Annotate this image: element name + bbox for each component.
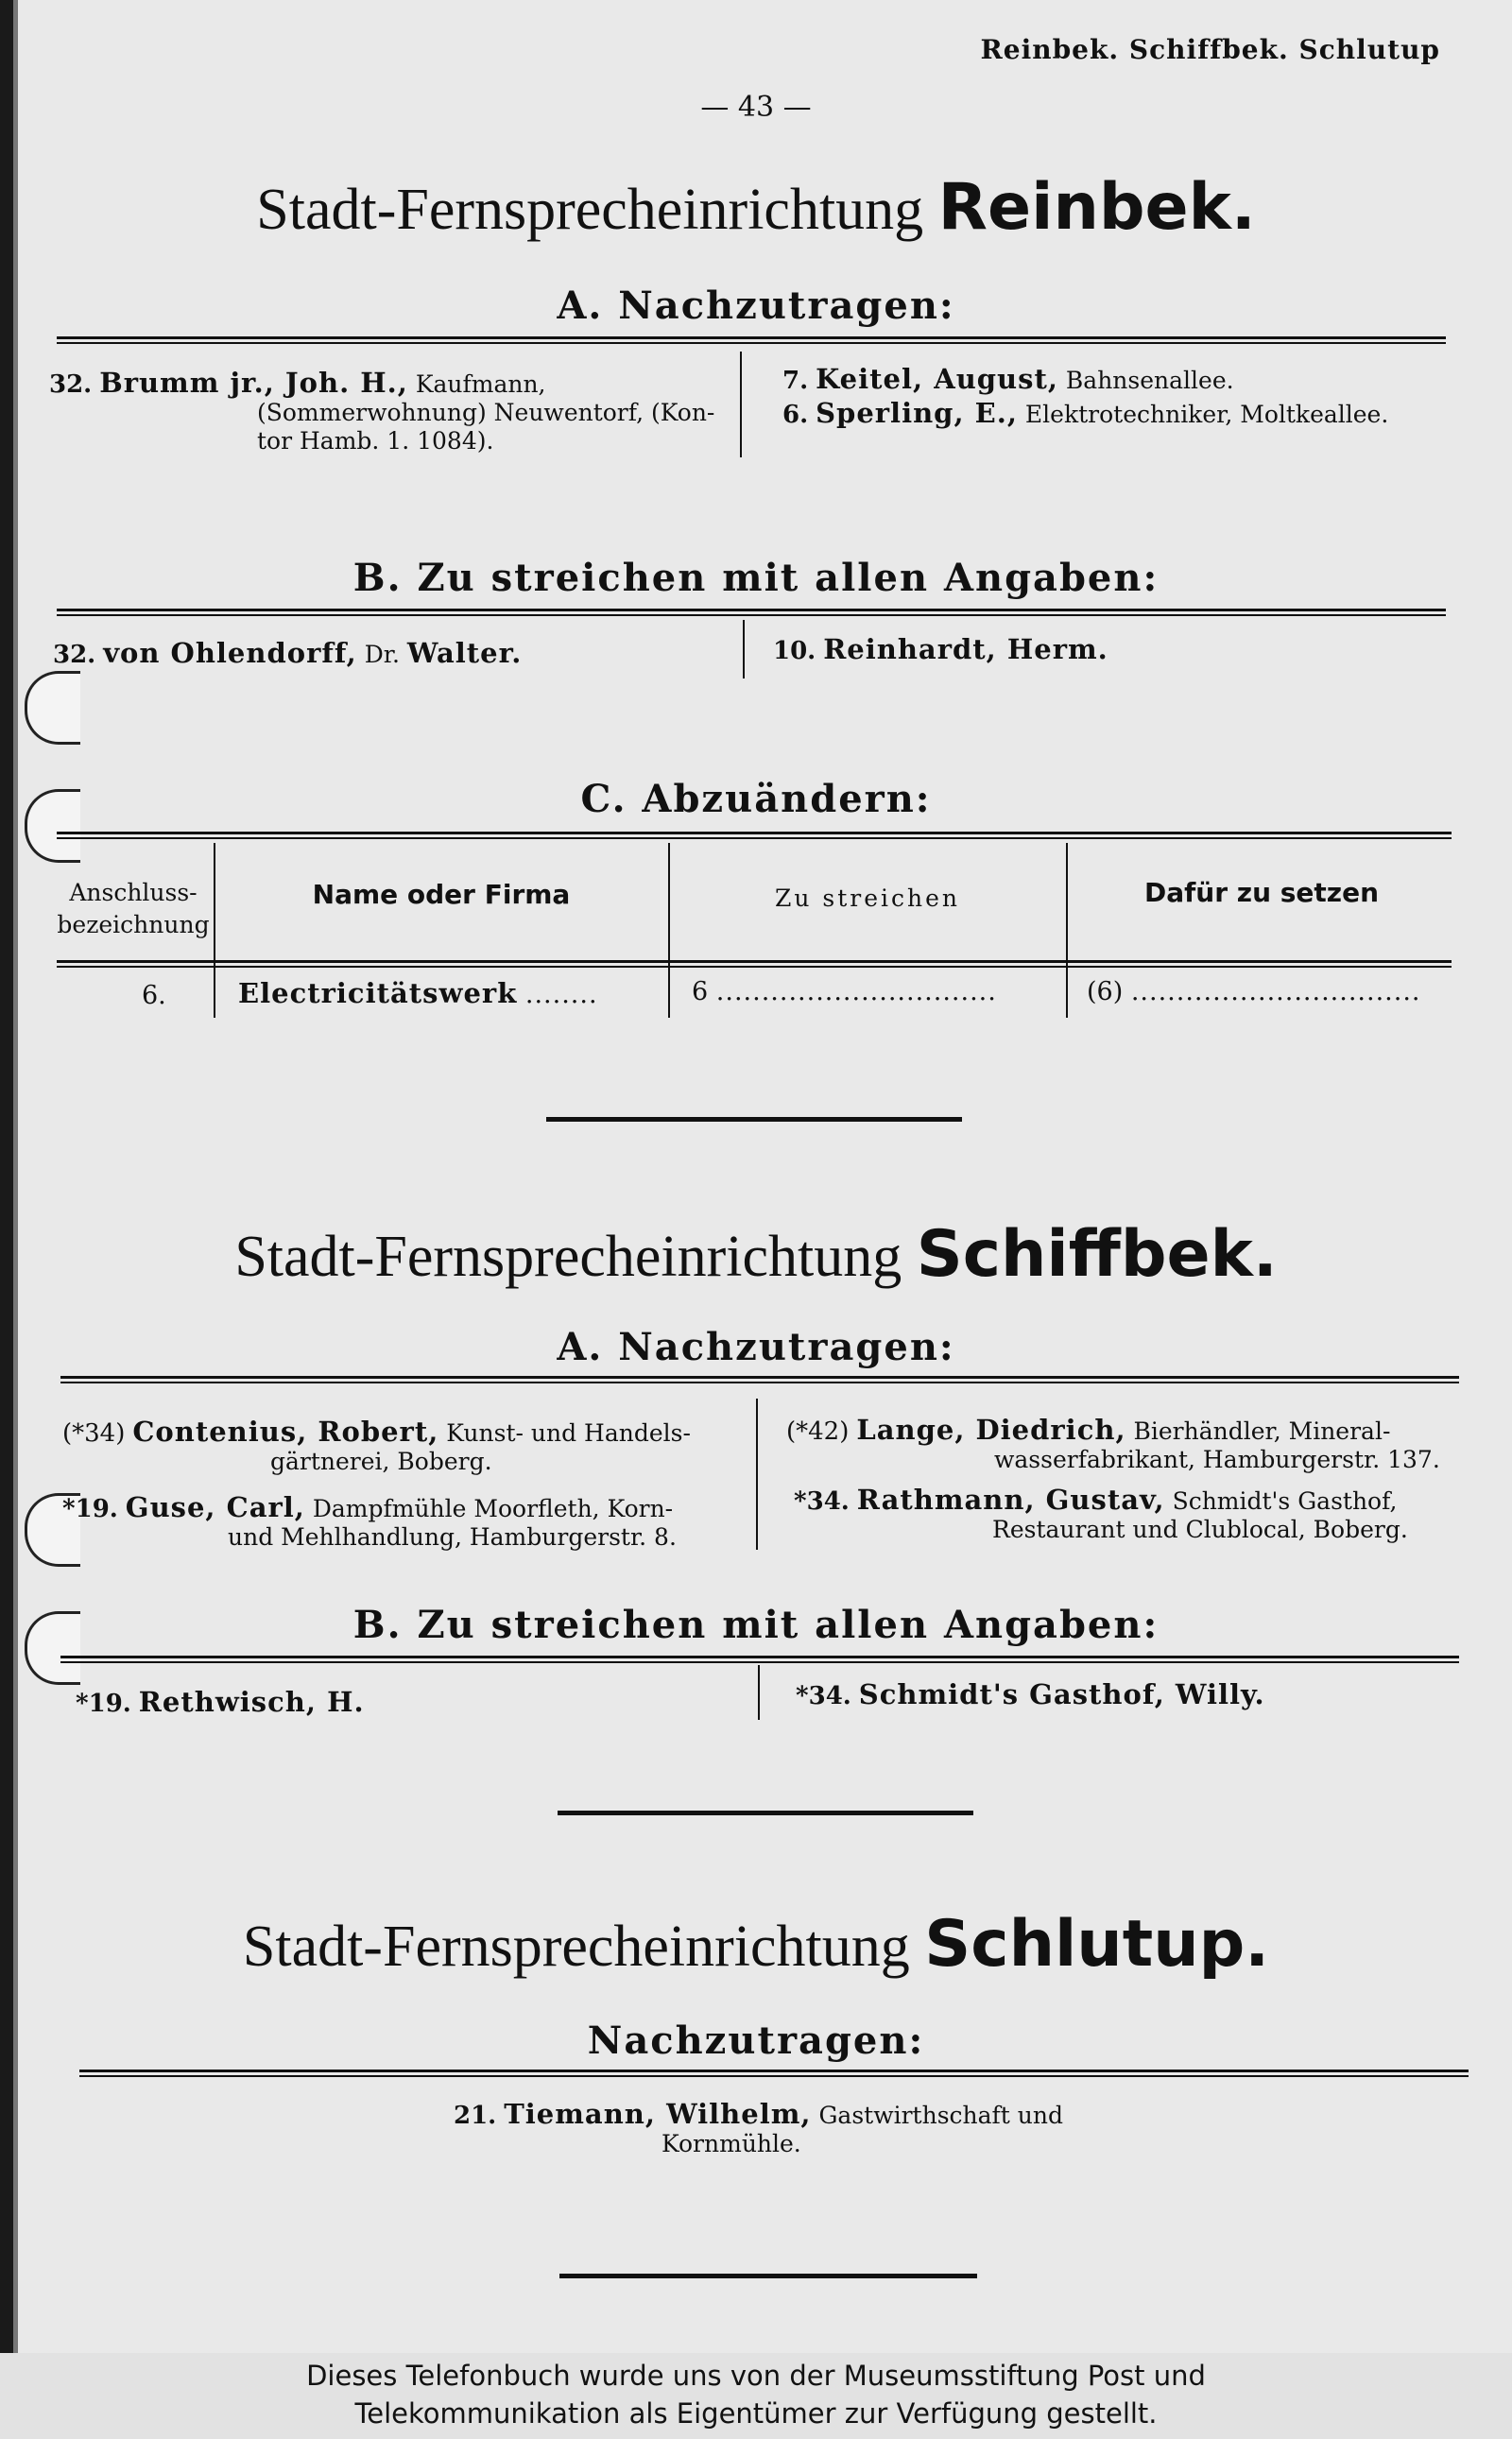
schlutup-title [0, 1907, 1512, 1982]
entry-name: Brumm jr., Joh. H., [99, 367, 408, 399]
title-prefix: Stadt-Fernsprecheinrichtung [242, 1915, 910, 1979]
running-title: Reinbek. Schiffbek. Schlutup [980, 34, 1440, 65]
entry-name: Sperling, E., [816, 397, 1018, 429]
page-number: — 43 — [700, 91, 812, 124]
double-rule [57, 960, 1452, 968]
table-cell: 6 ............................... [692, 977, 997, 1006]
double-rule [60, 1656, 1459, 1663]
title-place: Schlutup. [924, 1907, 1270, 1982]
list-item: (*34) Contenius, Robert, Kunst- und Handels- gärtnerei, Boberg. [62, 1416, 691, 1475]
entry-name: Lange, Diedrich, [856, 1414, 1126, 1446]
entry-name: Rathmann, Gustav, [856, 1484, 1165, 1516]
double-rule [57, 336, 1446, 344]
table-header-replace: Dafür zu setzen [1143, 877, 1380, 908]
section-separator [558, 1811, 973, 1815]
footer-line: Dieses Telefonbuch wurde uns von der Museumsstiftung Post und [306, 2360, 1206, 2392]
title-prefix: Stadt-Fernsprecheinrichtung [256, 178, 924, 242]
binder-hole [25, 671, 80, 745]
title-place: Reinbek. [937, 170, 1256, 245]
page-edge [13, 0, 18, 2353]
table-cell: Electricitätswerk ........ [238, 977, 598, 1009]
double-rule [57, 609, 1446, 616]
entry-name: Guse, Carl, [125, 1491, 305, 1523]
entry-name: Contenius, Robert, [132, 1416, 439, 1448]
footer-line: Telekommunikation als Eigentümer zur Verfügung gestellt. [354, 2397, 1158, 2430]
column-divider [740, 352, 742, 457]
column-divider [1066, 843, 1068, 1018]
list-item: (*42) Lange, Diedrich, Bierhändler, Mineral- wasserfabrikant, Hamburgerstr. 137. [786, 1414, 1440, 1473]
entry-name: Rethwisch, H. [138, 1686, 365, 1718]
table-cell: (6) ................................ [1087, 977, 1421, 1006]
reinbek-section-b: B. Zu streichen mit allen Angaben: [352, 556, 1160, 600]
entry-name: Keitel, August, [816, 363, 1058, 395]
list-item: 7. Keitel, August, Bahnsenallee. [782, 363, 1234, 395]
double-rule [57, 832, 1452, 839]
list-item: 32. Brumm jr., Joh. H., Kaufmann, (Sommerwohnung) Neuwentorf, (Kon- tor Hamb. 1. 1084). [49, 367, 715, 455]
book-spine [0, 0, 13, 2353]
table-header-delete: Zu streichen [774, 885, 961, 912]
column-divider [758, 1665, 760, 1720]
list-item: *34. Schmidt's Gasthof, Willy. [796, 1678, 1265, 1710]
schlutup-section: Nachzutragen: [587, 2018, 925, 2063]
entry-name: Tiemann, Wilhelm, [504, 2098, 812, 2130]
schiffbek-section-b: B. Zu streichen mit allen Angaben: [352, 1603, 1160, 1647]
title-place: Schiffbek. [916, 1217, 1278, 1292]
reinbek-section-a: A. Nachzutragen: [557, 283, 955, 328]
double-rule [60, 1376, 1459, 1383]
reinbek-title [0, 170, 1512, 245]
schiffbek-title [0, 1217, 1512, 1292]
column-divider [743, 620, 745, 678]
table-header-connection: Anschluss- bezeichnung [57, 879, 210, 938]
list-item: 6. Sperling, E., Elektrotechniker, Moltkeallee. [782, 397, 1389, 429]
schiffbek-section-a: A. Nachzutragen: [557, 1325, 955, 1369]
list-item: 21. Tiemann, Wilhelm, Gastwirthschaft und Kornmühle. [454, 2098, 1063, 2157]
entry-name: Reinhardt, Herm. [823, 633, 1108, 665]
footer-notice [0, 2353, 1512, 2439]
list-item: *34. Rathmann, Gustav, Schmidt's Gasthof, Restaurant und Clublocal, Boberg. [794, 1484, 1408, 1543]
entry-name: Schmidt's Gasthof, Willy. [858, 1678, 1265, 1710]
section-separator [559, 2274, 977, 2278]
entry-name: von Ohlendorff, [103, 637, 357, 669]
column-divider [756, 1399, 758, 1550]
section-separator [546, 1117, 962, 1122]
column-divider [214, 843, 215, 1018]
table-cell: 6. [142, 981, 166, 1010]
list-item: *19. Rethwisch, H. [76, 1686, 365, 1718]
table-header-name: Name oder Firma [312, 879, 571, 910]
double-rule [79, 2070, 1469, 2077]
list-item: 32. von Ohlendorff, Dr. Walter. [53, 637, 523, 669]
list-item: 10. Reinhardt, Herm. [773, 633, 1108, 665]
title-prefix: Stadt-Fernsprecheinrichtung [234, 1225, 902, 1289]
column-divider [668, 843, 670, 1018]
list-item: *19. Guse, Carl, Dampfmühle Moorfleth, Korn- und Mehlhandlung, Hamburgerstr. 8. [62, 1491, 677, 1551]
reinbek-section-c: C. Abzuändern: [580, 777, 932, 821]
